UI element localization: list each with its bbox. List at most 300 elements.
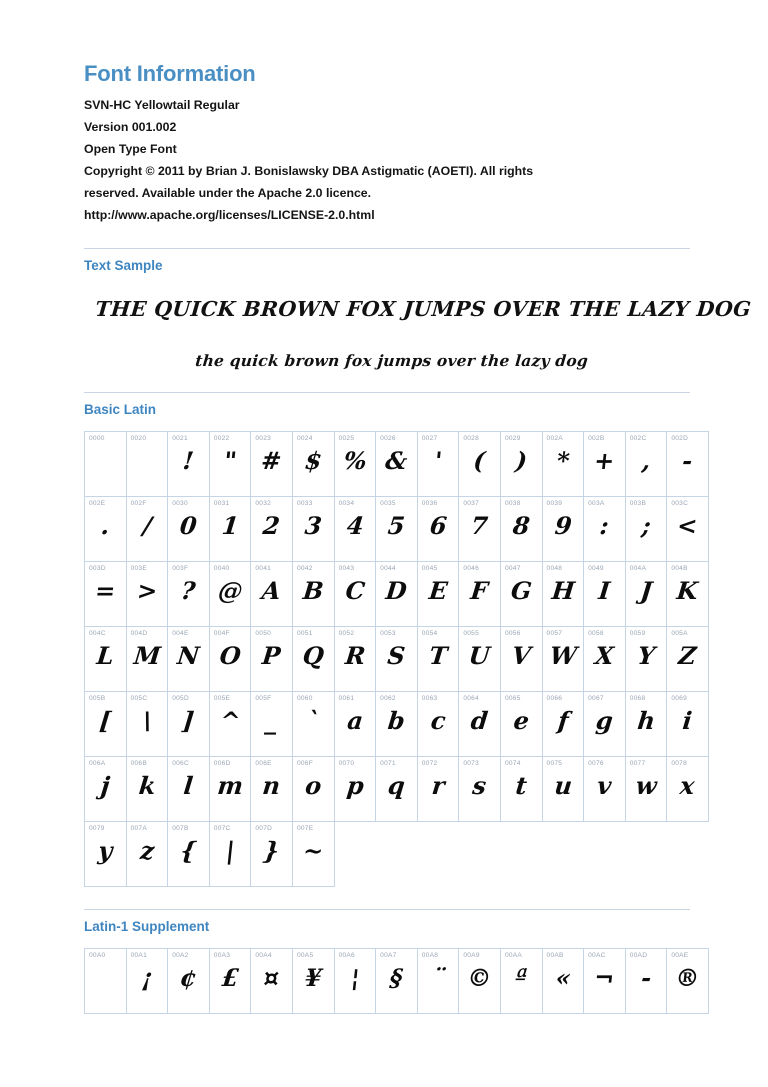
glyph-codepoint-label: 003B: [629, 499, 647, 507]
glyph-codepoint-label: 0054: [421, 629, 438, 637]
glyph-render: p: [344, 770, 365, 800]
glyph-codepoint-label: 0077: [629, 759, 646, 767]
glyph-cell-00A5[interactable]: [292, 949, 334, 1014]
glyph-render: z: [138, 835, 156, 865]
glyph-codepoint-label: 00A3: [213, 952, 231, 959]
glyph-cell-0064[interactable]: [459, 691, 501, 756]
glyph-render: c: [429, 705, 447, 735]
glyph-codepoint-label: 00AD: [629, 952, 648, 959]
glyph-render: d: [469, 705, 490, 735]
glyph-cell-0067[interactable]: [584, 691, 626, 756]
glyph-render: G: [509, 575, 534, 605]
glyph-cell-007A[interactable]: [126, 821, 168, 886]
glyph-cell-0074[interactable]: [500, 756, 542, 821]
glyph-cell-0077[interactable]: [625, 756, 667, 821]
glyph-codepoint-label: 007A: [130, 824, 147, 832]
glyph-codepoint-label: 007E: [296, 824, 314, 832]
glyph-codepoint-label: 004A: [629, 564, 647, 572]
glyph-codepoint-label: 0038: [504, 499, 521, 507]
glyph-render: m: [215, 770, 245, 800]
glyph-render: x: [678, 770, 697, 800]
glyph-codepoint-label: 0046: [463, 564, 480, 572]
section-heading-text-sample: Text Sample: [84, 258, 163, 274]
glyph-render: a: [345, 705, 365, 735]
glyph-cell-0025[interactable]: [334, 431, 376, 496]
glyph-cell-006E[interactable]: [251, 756, 293, 821]
glyph-render: e: [512, 705, 531, 735]
glyph-cell-0040[interactable]: [209, 561, 251, 626]
spacer: [84, 226, 690, 248]
glyph-cell-004D[interactable]: [126, 626, 168, 691]
glyph-codepoint-label: 0020: [130, 434, 147, 442]
glyph-cell-003A[interactable]: [584, 496, 626, 561]
glyph-render: -: [639, 963, 653, 992]
glyph-render: Y: [635, 640, 657, 670]
glyph-cell-0029[interactable]: [500, 431, 542, 496]
glyph-codepoint-label: 0040: [213, 564, 230, 572]
glyph-render: N: [176, 640, 202, 670]
glyph-codepoint-label: 0041: [255, 564, 272, 572]
glyph-render: y: [96, 835, 114, 865]
glyph-codepoint-label: 0039: [546, 499, 563, 507]
glyph-cell-0061[interactable]: [334, 691, 376, 756]
glyph-codepoint-label: 0027: [421, 434, 438, 442]
glyph-render: ®: [674, 963, 702, 992]
glyph-codepoint-label: 00A8: [421, 952, 439, 959]
glyph-render: K: [675, 575, 700, 605]
glyph-codepoint-label: 0030: [172, 499, 188, 507]
glyph-render: =: [93, 575, 117, 605]
glyph-row: [85, 756, 709, 821]
glyph-codepoint-label: 0051: [296, 629, 313, 637]
glyph-codepoint-label: 0061: [338, 694, 355, 702]
glyph-cell-0046[interactable]: [459, 561, 501, 626]
glyph-cell-002E[interactable]: [85, 496, 127, 561]
glyph-table-basic-latin: [84, 431, 709, 887]
glyph-render: I: [597, 575, 612, 605]
glyph-cell-0021[interactable]: [168, 431, 210, 496]
glyph-codepoint-label: 0062: [380, 694, 396, 702]
glyph-render: ": [222, 445, 238, 475]
glyph-codepoint-label: 0035: [380, 499, 396, 507]
glyph-cell-0020[interactable]: [126, 431, 168, 496]
glyph-codepoint-label: 0032: [255, 499, 272, 507]
glyph-render: #: [260, 445, 284, 475]
glyph-render: L: [95, 640, 116, 670]
glyph-cell-0078[interactable]: [667, 756, 709, 821]
glyph-cell-004A[interactable]: [625, 561, 667, 626]
glyph-cell-0059[interactable]: [625, 626, 667, 691]
glyph-render: ^: [218, 705, 242, 735]
glyph-render: M: [132, 640, 162, 670]
glyph-codepoint-label: 00A0: [89, 952, 106, 959]
glyph-cell-0045[interactable]: [417, 561, 459, 626]
glyph-render: ¦: [349, 963, 361, 992]
glyph-cell-0065[interactable]: [500, 691, 542, 756]
glyph-codepoint-label: 00AE: [671, 952, 689, 959]
glyph-render: `: [305, 705, 321, 735]
glyph-cell-00A2[interactable]: [168, 949, 210, 1014]
glyph-cell-006F[interactable]: [292, 756, 334, 821]
glyph-render: H: [550, 575, 576, 605]
glyph-row: [85, 691, 709, 756]
glyph-cell-003B[interactable]: [625, 496, 667, 561]
glyph-cell-007B[interactable]: [168, 821, 210, 886]
glyph-cell-0042[interactable]: [292, 561, 334, 626]
glyph-cell-0060[interactable]: [292, 691, 334, 756]
glyph-cell-003E[interactable]: [126, 561, 168, 626]
copyright-line-2: reserved. Available under the Apache 2.0 licence.: [84, 185, 372, 200]
glyph-cell-0070[interactable]: [334, 756, 376, 821]
glyph-codepoint-label: 0047: [504, 564, 521, 572]
glyph-render: 1: [220, 510, 240, 540]
glyph-cell-00A9[interactable]: [459, 949, 501, 1014]
glyph-cell-00AE[interactable]: [667, 949, 709, 1014]
glyph-render: _: [264, 705, 280, 735]
glyph-cell-00A8[interactable]: [417, 949, 459, 1014]
glyph-render: ;: [640, 510, 653, 540]
glyph-cell-0053[interactable]: [376, 626, 418, 691]
glyph-render: +: [592, 445, 617, 475]
glyph-cell-00AA[interactable]: [500, 949, 542, 1014]
glyph-codepoint-label: 0079: [89, 824, 105, 832]
glyph-codepoint-label: 004E: [172, 629, 189, 637]
glyph-render: T: [427, 640, 449, 670]
glyph-row: [85, 561, 709, 626]
glyph-cell-0047[interactable]: [500, 561, 542, 626]
glyph-cell-0049[interactable]: [584, 561, 626, 626]
glyph-cell-0058[interactable]: [584, 626, 626, 691]
glyph-render: b: [386, 705, 407, 735]
glyph-cell-003C[interactable]: [667, 496, 709, 561]
glyph-render: 8: [511, 510, 532, 540]
page-title: Font Information: [84, 61, 256, 86]
glyph-cell-0044[interactable]: [376, 561, 418, 626]
glyph-cell-0072[interactable]: [417, 756, 459, 821]
glyph-cell-00A3[interactable]: [209, 949, 251, 1014]
glyph-cell-0063[interactable]: [417, 691, 459, 756]
glyph-cell-0035[interactable]: [376, 496, 418, 561]
glyph-cell-007D[interactable]: [251, 821, 293, 886]
glyph-render: r: [430, 770, 446, 800]
glyph-codepoint-label: 005B: [89, 694, 106, 702]
glyph-render: X: [593, 640, 616, 670]
glyph-codepoint-label: 005C: [130, 694, 148, 702]
glyph-codepoint-label: 0076: [588, 759, 604, 767]
glyph-render: U: [467, 640, 492, 670]
glyph-cell-002A[interactable]: [542, 431, 584, 496]
glyph-codepoint-label: 0044: [380, 564, 396, 572]
glyph-codepoint-label: 0036: [421, 499, 438, 507]
glyph-render: ): [514, 445, 529, 475]
glyph-cell-0048[interactable]: [542, 561, 584, 626]
glyph-cell-0050[interactable]: [251, 626, 293, 691]
glyph-codepoint-label: 0021: [172, 434, 188, 442]
glyph-cell-00A1[interactable]: [126, 949, 168, 1014]
glyph-codepoint-label: 003A: [588, 499, 605, 507]
glyph-cell-0079[interactable]: [85, 821, 127, 886]
glyph-cell-0062[interactable]: [376, 691, 418, 756]
glyph-render: *: [555, 445, 571, 475]
glyph-codepoint-label: 0057: [546, 629, 563, 637]
glyph-cell-0000[interactable]: [85, 431, 127, 496]
glyph-codepoint-label: 0052: [338, 629, 355, 637]
glyph-render: 0: [178, 510, 199, 540]
glyph-render: w: [634, 770, 658, 800]
glyph-render: -: [681, 445, 695, 475]
glyph-codepoint-label: 0071: [380, 759, 396, 767]
glyph-codepoint-label: 0078: [671, 759, 687, 767]
glyph-render: 5: [386, 510, 407, 540]
glyph-codepoint-label: 003C: [671, 499, 689, 507]
glyph-codepoint-label: 005F: [255, 694, 272, 702]
font-metadata-block: [84, 95, 690, 226]
glyph-codepoint-label: 004F: [213, 629, 230, 637]
license-url[interactable]: http://www.apache.org/licenses/LICENSE-2.0.html: [84, 207, 375, 222]
glyph-cell-006A[interactable]: [85, 756, 127, 821]
glyph-cell-00A4[interactable]: [251, 949, 293, 1014]
glyph-render: B: [301, 575, 325, 605]
glyph-codepoint-label: 006C: [172, 759, 189, 767]
glyph-render: V: [510, 640, 533, 670]
glyph-codepoint-label: 007C: [213, 824, 231, 832]
glyph-row: [85, 821, 709, 886]
glyph-codepoint-label: 0024: [296, 434, 313, 442]
section-heading-latin1-supplement: Latin-1 Supplement: [84, 918, 210, 934]
glyph-render: 2: [261, 510, 282, 540]
glyph-cell-0041[interactable]: [251, 561, 293, 626]
glyph-cell-0055[interactable]: [459, 626, 501, 691]
glyph-cell-00AC[interactable]: [584, 949, 626, 1014]
glyph-cell-005E[interactable]: [209, 691, 251, 756]
glyph-codepoint-label: 003D: [89, 564, 106, 572]
glyph-codepoint-label: 002E: [89, 499, 106, 507]
glyph-render: ¬: [592, 963, 617, 992]
glyph-codepoint-label: 0063: [421, 694, 438, 702]
glyph-cell-0030[interactable]: [168, 496, 210, 561]
glyph-render: F: [469, 575, 490, 605]
glyph-cell-0038[interactable]: [500, 496, 542, 561]
glyph-codepoint-label: 002F: [130, 499, 147, 507]
glyph-cell-0027[interactable]: [417, 431, 459, 496]
glyph-cell-006D[interactable]: [209, 756, 251, 821]
glyph-codepoint-label: 00A6: [338, 952, 355, 959]
glyph-codepoint-label: 00A7: [380, 952, 397, 959]
glyph-codepoint-label: 006A: [89, 759, 106, 767]
glyph-codepoint-label: 006E: [255, 759, 272, 767]
glyph-cell-0039[interactable]: [542, 496, 584, 561]
glyph-codepoint-label: 0029: [504, 434, 521, 442]
glyph-cell-00AD[interactable]: [625, 949, 667, 1014]
glyph-cell-0026[interactable]: [376, 431, 418, 496]
glyph-codepoint-label: 0028: [463, 434, 480, 442]
glyph-cell-0034[interactable]: [334, 496, 376, 561]
glyph-cell-005C[interactable]: [126, 691, 168, 756]
glyph-cell-00A7[interactable]: [376, 949, 418, 1014]
glyph-cell-0057[interactable]: [542, 626, 584, 691]
spacer: [84, 370, 690, 392]
glyph-render: s: [471, 770, 488, 800]
glyph-cell-005F[interactable]: [251, 691, 293, 756]
glyph-cell-002D[interactable]: [667, 431, 709, 496]
glyph-cell-0032[interactable]: [251, 496, 293, 561]
glyph-cell-0022[interactable]: [209, 431, 251, 496]
glyph-codepoint-label: 002B: [588, 434, 605, 442]
glyph-codepoint-label: 0072: [421, 759, 438, 767]
font-name: SVN-HC Yellowtail Regular: [84, 98, 240, 113]
glyph-render: :: [598, 510, 611, 540]
glyph-render: ]: [181, 705, 196, 735]
glyph-render: ?: [179, 575, 198, 605]
glyph-row: [85, 626, 709, 691]
glyph-codepoint-label: 007B: [172, 824, 189, 832]
glyph-cell-0037[interactable]: [459, 496, 501, 561]
glyph-cell-005D[interactable]: [168, 691, 210, 756]
glyph-render: t: [514, 770, 529, 800]
glyph-codepoint-label: 0065: [504, 694, 521, 702]
glyph-cell-0024[interactable]: [292, 431, 334, 496]
glyph-render: l: [182, 770, 195, 800]
glyph-codepoint-label: 0053: [380, 629, 396, 637]
glyph-codepoint-label: 003F: [172, 564, 189, 572]
glyph-render: E: [427, 575, 449, 605]
glyph-cell-004E[interactable]: [168, 626, 210, 691]
glyph-cell-003F[interactable]: [168, 561, 210, 626]
glyph-render: $: [303, 445, 324, 475]
glyph-cell-0043[interactable]: [334, 561, 376, 626]
glyph-render: (: [472, 445, 487, 475]
glyph-codepoint-label: 0037: [463, 499, 480, 507]
glyph-codepoint-label: 0060: [296, 694, 313, 702]
page-content: [84, 0, 753, 1014]
glyph-cell-0056[interactable]: [500, 626, 542, 691]
glyph-row: [85, 949, 709, 1014]
glyph-render: [: [98, 705, 113, 735]
glyph-render: J: [638, 575, 654, 605]
glyph-cell-0033[interactable]: [292, 496, 334, 561]
glyph-codepoint-label: 0056: [504, 629, 521, 637]
glyph-cell-004C[interactable]: [85, 626, 127, 691]
glyph-cell-0052[interactable]: [334, 626, 376, 691]
glyph-table-body: [85, 431, 709, 886]
glyph-cell-007E[interactable]: [292, 821, 334, 886]
glyph-codepoint-label: 0075: [546, 759, 563, 767]
glyph-cell-00A0[interactable]: [85, 949, 127, 1014]
glyph-table-latin1-supplement: [84, 948, 709, 1014]
glyph-render: q: [386, 770, 407, 800]
glyph-codepoint-label: 00A4: [255, 952, 272, 959]
glyph-render: ¡: [140, 963, 154, 992]
glyph-cell-0069[interactable]: [667, 691, 709, 756]
glyph-cell-002B[interactable]: [584, 431, 626, 496]
glyph-render: }: [262, 835, 281, 865]
glyph-cell-0054[interactable]: [417, 626, 459, 691]
glyph-cell-005A[interactable]: [667, 626, 709, 691]
glyph-cell-0076[interactable]: [584, 756, 626, 821]
glyph-cell-004B[interactable]: [667, 561, 709, 626]
glyph-render: i: [681, 705, 694, 735]
glyph-render: §: [388, 963, 405, 992]
glyph-cell-0066[interactable]: [542, 691, 584, 756]
glyph-cell-0068[interactable]: [625, 691, 667, 756]
glyph-cell-002F[interactable]: [126, 496, 168, 561]
glyph-cell-005B[interactable]: [85, 691, 127, 756]
glyph-render: o: [303, 770, 323, 800]
glyph-render: n: [261, 770, 282, 800]
glyph-codepoint-label: 005D: [172, 694, 189, 702]
glyph-render: 6: [428, 510, 448, 540]
glyph-codepoint-label: 006F: [296, 759, 313, 767]
glyph-codepoint-label: 0064: [463, 694, 480, 702]
glyph-codepoint-label: 0043: [338, 564, 355, 572]
glyph-codepoint-label: 0073: [463, 759, 480, 767]
glyph-codepoint-label: 00A9: [463, 952, 480, 959]
glyph-codepoint-label: 0049: [588, 564, 604, 572]
glyph-render: ¨: [430, 963, 446, 992]
glyph-cell-0051[interactable]: [292, 626, 334, 691]
glyph-render: ¢: [178, 963, 199, 992]
glyph-codepoint-label: 0066: [546, 694, 563, 702]
glyph-codepoint-label: 0000: [89, 434, 105, 442]
glyph-codepoint-label: 0026: [380, 434, 396, 442]
glyph-codepoint-label: 002C: [629, 434, 647, 442]
glyph-cell-0028[interactable]: [459, 431, 501, 496]
glyph-codepoint-label: 0031: [213, 499, 230, 507]
section-heading-basic-latin: Basic Latin: [84, 401, 157, 417]
glyph-codepoint-label: 00AC: [588, 952, 606, 959]
glyph-render: W: [547, 640, 578, 670]
glyph-render: ': [432, 445, 444, 475]
glyph-cell-00A6[interactable]: [334, 949, 376, 1014]
glyph-codepoint-label: 002A: [546, 434, 563, 442]
glyph-codepoint-label: 0022: [213, 434, 230, 442]
glyph-cell-0075[interactable]: [542, 756, 584, 821]
glyph-codepoint-label: 005E: [213, 694, 231, 702]
glyph-codepoint-label: 0059: [629, 629, 646, 637]
glyph-render: ¤: [262, 963, 281, 992]
glyph-cell-0071[interactable]: [376, 756, 418, 821]
glyph-codepoint-label: 0042: [296, 564, 313, 572]
glyph-cell-00AB[interactable]: [542, 949, 584, 1014]
glyph-codepoint-label: 0023: [255, 434, 272, 442]
glyph-cell-002C[interactable]: [625, 431, 667, 496]
glyph-render: C: [343, 575, 366, 605]
glyph-cell-0036[interactable]: [417, 496, 459, 561]
glyph-render: A: [260, 575, 283, 605]
glyph-render: j: [99, 770, 112, 800]
glyph-render: O: [218, 640, 243, 670]
glyph-cell-007C[interactable]: [209, 821, 251, 886]
glyph-cell-0031[interactable]: [209, 496, 251, 561]
glyph-cell-0073[interactable]: [459, 756, 501, 821]
glyph-codepoint-label: 0070: [338, 759, 355, 767]
glyph-codepoint-label: 00A5: [296, 952, 314, 959]
glyph-render: .: [99, 510, 112, 540]
glyph-cell-006C[interactable]: [168, 756, 210, 821]
glyph-codepoint-label: 00AB: [546, 952, 564, 959]
glyph-cell-004F[interactable]: [209, 626, 251, 691]
glyph-cell-003D[interactable]: [85, 561, 127, 626]
copyright-line-1: Copyright © 2011 by Brian J. Bonislawsky DBA Astigmatic (AOETI). All rights: [84, 163, 534, 178]
glyph-codepoint-label: 005A: [671, 629, 688, 637]
glyph-row: [85, 431, 709, 496]
glyph-render: ~: [301, 835, 325, 865]
glyph-cell-006B[interactable]: [126, 756, 168, 821]
glyph-codepoint-label: 0058: [588, 629, 604, 637]
font-version: Version 001.002: [84, 120, 177, 135]
glyph-render: R: [343, 640, 367, 670]
glyph-cell-0023[interactable]: [251, 431, 293, 496]
